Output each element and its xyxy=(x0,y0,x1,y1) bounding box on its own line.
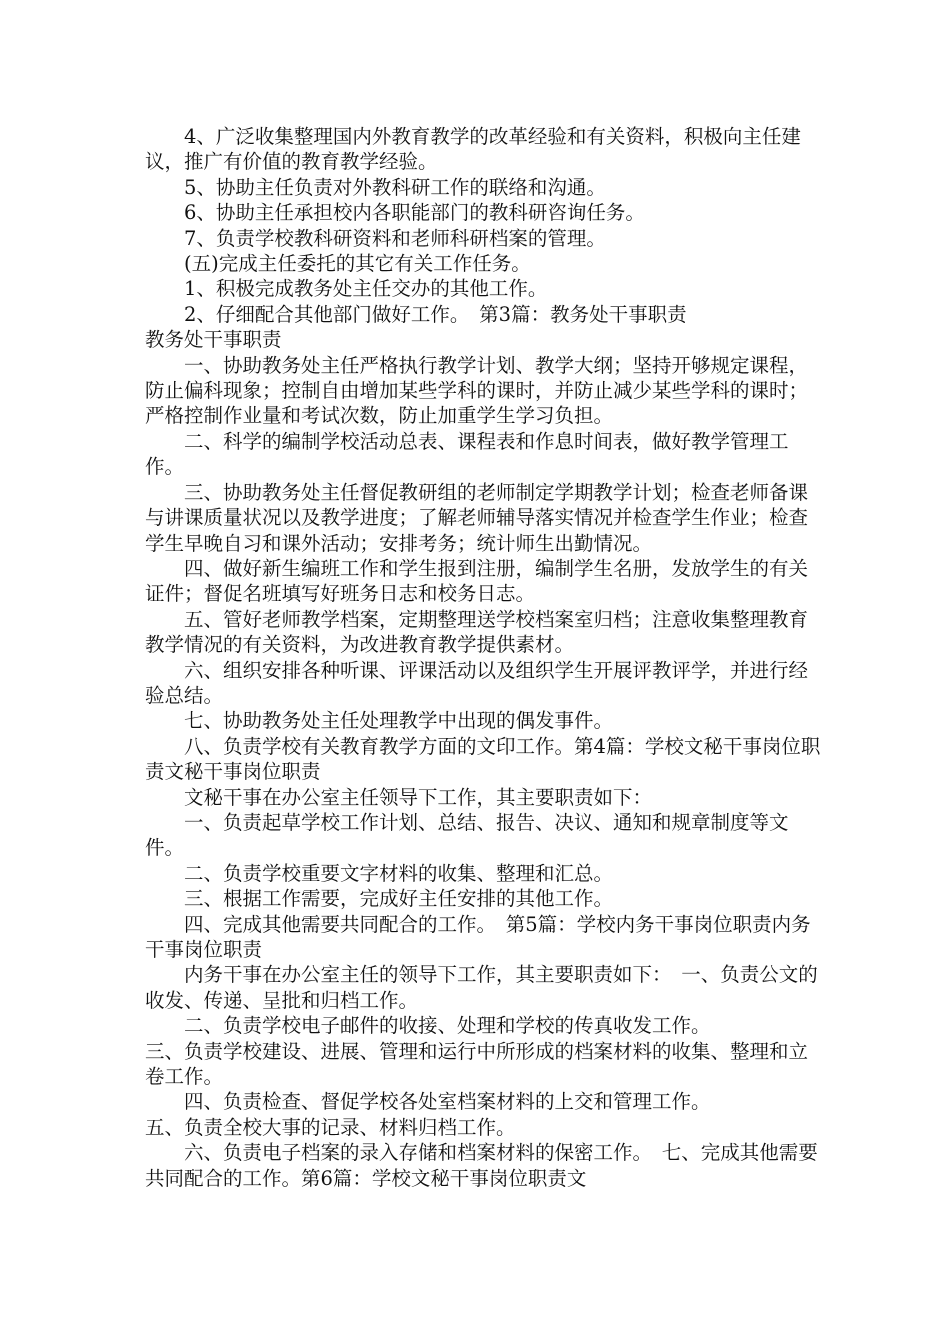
paragraph: 一、协助教务处主任严格执行教学计划、教学大纲；坚持开够规定课程，防止偏科现象；控制自由增加某些学科的课时，并防止减少某些学科的课时；严格控制作业量和考试次数，防止加重学生学习负担。 xyxy=(145,353,809,428)
paragraph: 一、负责起草学校工作计划、总结、报告、决议、通知和规章制度等文件。 xyxy=(145,810,789,860)
paragraph: 二、负责学校重要文字材料的收集、整理和汇总。 xyxy=(184,861,614,885)
paragraph: (五)完成主任委托的其它有关工作任务。 xyxy=(184,252,531,276)
paragraph: 三、根据工作需要，完成好主任安排的其他工作。 xyxy=(184,887,614,911)
paragraph: 4、广泛收集整理国内外教育教学的改革经验和有关资料，积极向主任建议，推广有价值的教育教学经验。 xyxy=(145,125,801,174)
paragraph: 二、负责学校电子邮件的收接、处理和学校的传真收发工作。 xyxy=(184,1014,711,1038)
paragraph: 三、协助教务处主任督促教研组的老师制定学期教学计划；检查老师备课与讲课质量状况以及教学进度；了解老师辅导落实情况并检查学生作业；检查学生早晚自习和课外活动；安排考务；统计师生出勤情况。 xyxy=(145,480,809,555)
paragraph: 五、管好老师教学档案，定期整理送学校档案室归档；注意收集整理教育教学情况的有关资料，为改进教育教学提供素材。 xyxy=(145,607,809,657)
paragraph: 5、协助主任负责对外教科研工作的联络和沟通。 xyxy=(184,175,606,199)
paragraph: 6、协助主任承担校内各职能部门的教科研咨询任务。 xyxy=(184,201,645,225)
paragraph: 六、负责电子档案的录入存储和档案材料的保密工作。 七、完成其他需要共同配合的工作。第6篇：学校文秘干事岗位职责文 xyxy=(145,1141,818,1190)
document-body xyxy=(145,124,825,1191)
paragraph: 四、完成其他需要共同配合的工作。 第5篇：学校内务干事岗位职责内务干事岗位职责 xyxy=(145,912,811,961)
paragraph: 内务干事在办公室主任的领导下工作，其主要职责如下： 一、负责公文的收发、传递、呈批和归档工作。 xyxy=(145,963,818,1012)
paragraph: 五、负责全校大事的记录、材料归档工作。 xyxy=(145,1115,516,1139)
paragraph: 2、仔细配合其他部门做好工作。 第3篇：教务处干事职责 xyxy=(184,302,687,326)
paragraph: 文秘干事在办公室主任领导下工作，其主要职责如下： xyxy=(184,785,653,809)
section-heading: 教务处干事职责 xyxy=(145,328,282,352)
paragraph: 七、协助教务处主任处理教学中出现的偶发事件。 xyxy=(184,709,614,733)
paragraph: 7、负责学校教科研资料和老师科研档案的管理。 xyxy=(184,226,606,250)
paragraph: 四、做好新生编班工作和学生报到注册，编制学生名册，发放学生的有关证件；督促名班填写好班务日志和校务日志。 xyxy=(145,556,809,606)
paragraph: 二、科学的编制学校活动总表、课程表和作息时间表，做好教学管理工作。 xyxy=(145,429,789,479)
paragraph: 八、负责学校有关教育教学方面的文印工作。第4篇：学校文秘干事岗位职责文秘干事岗位职责 xyxy=(145,734,821,784)
paragraph: 六、组织安排各种听课、评课活动以及组织学生开展评教评学，并进行经验总结。 xyxy=(145,658,809,707)
paragraph: 四、负责检查、督促学校各处室档案材料的上交和管理工作。 xyxy=(184,1090,711,1114)
paragraph: 1、积极完成教务处主任交办的其他工作。 xyxy=(184,277,548,301)
paragraph: 三、负责学校建设、进展、管理和运行中所形成的档案材料的收集、整理和立卷工作。 xyxy=(145,1039,809,1089)
